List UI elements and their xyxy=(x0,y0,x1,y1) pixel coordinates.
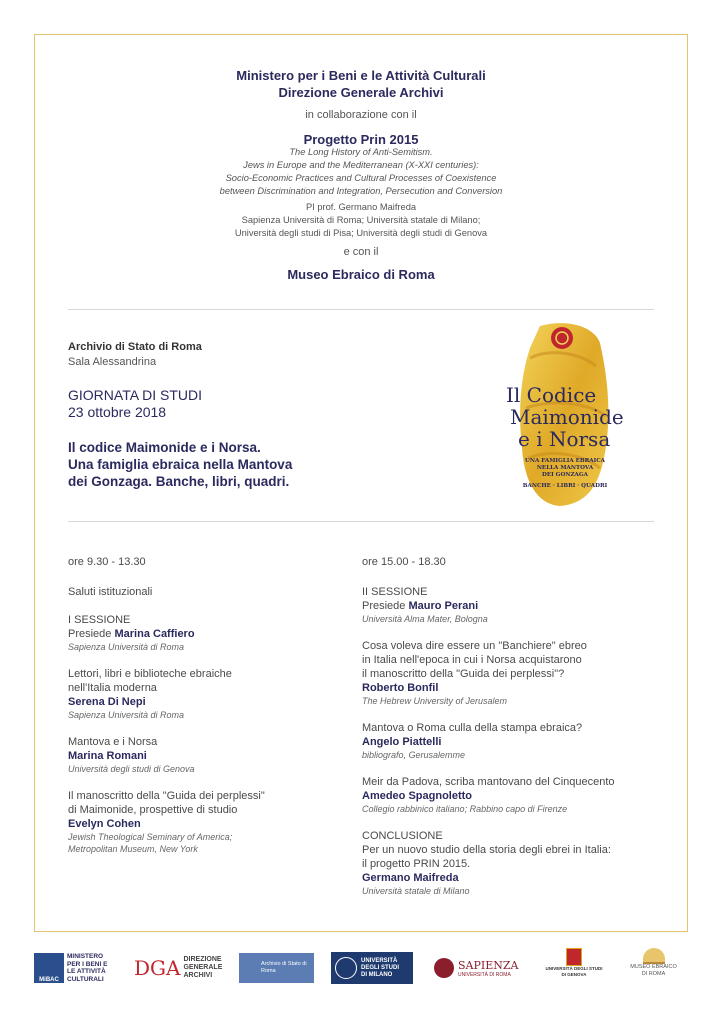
morning-time: ore 9.30 - 13.30 xyxy=(68,556,146,568)
speaker-name: Serena Di Nepi xyxy=(68,696,146,708)
afternoon-session: II SESSIONE Presiede Mauro Perani Università Alma Mater, Bologna xyxy=(362,586,488,624)
event-title-line-1: Il codice Maimonide e i Norsa. xyxy=(68,440,261,455)
afternoon-program xyxy=(362,555,662,911)
emblem-icon xyxy=(551,327,573,349)
venue-room: Sala Alessandrina xyxy=(68,356,157,368)
book-cover xyxy=(500,318,630,508)
pi-line-2: Sapienza Università di Roma; Università statale di Milano; xyxy=(241,215,481,225)
unige-logo: UNIVERSITÀ DEGLI STUDI DI GENOVA xyxy=(539,948,609,988)
mibac-logo: MiBAC MINISTERO PER I BENI E LE ATTIVITÀ CULTURALI xyxy=(34,948,116,988)
talk-item: Il manoscritto della "Guida dei perplessi" di Maimonide, prospettive di studio Evelyn Cohen Jewish Theological Seminary of America; Metropolitan Museum, New York xyxy=(68,789,358,855)
speaker-name: Germano Maifreda xyxy=(362,872,459,884)
speaker-name: Roberto Bonfil xyxy=(362,682,439,694)
book-subtitle: UNA FAMIGLIA EBRAICA NELLA MANTOVA DEI GONZAGA BANCHE · LIBRI · QUADRI xyxy=(522,458,608,489)
sapienza-seal-icon xyxy=(434,958,454,978)
dga-logo: DGA DIREZIONE GENERALE ARCHIVI xyxy=(134,956,223,980)
afternoon-time: ore 15.00 - 18.30 xyxy=(362,556,446,568)
logo-strip xyxy=(34,948,688,994)
event-date: 23 ottobre 2018 xyxy=(68,404,167,420)
museum-title: Museo Ebraico di Roma xyxy=(287,267,435,282)
project-line-1: The Long History of Anti-Semitism. xyxy=(289,147,433,157)
museo-dome-icon xyxy=(643,948,665,964)
event-title-line-3: dei Gonzaga. Banche, libri, quadri. xyxy=(68,474,290,489)
directorate-title: Direzione Generale Archivi xyxy=(278,85,444,100)
collaboration-text-2: e con il xyxy=(343,246,379,258)
speaker-name: Marina Romani xyxy=(68,750,147,762)
project-title: Progetto Prin 2015 xyxy=(303,132,419,147)
greeting: Saluti istituzionali xyxy=(68,586,153,598)
museo-ebraico-logo: MUSEO EBRAICO DI ROMA xyxy=(619,948,688,988)
venue-name: Archivio di Stato di Roma xyxy=(68,341,202,353)
event-title-line-2: Una famiglia ebraica nella Mantova xyxy=(68,457,293,472)
ministry-title: Ministero per i Beni e le Attività Culturali xyxy=(236,68,486,83)
mibac-mark-icon: MiBAC xyxy=(34,953,64,983)
morning-chair: Marina Caffiero xyxy=(114,628,195,640)
talk-item: CONCLUSIONE Per un nuovo studio della storia degli ebrei in Italia: il progetto PRIN 2015. Germano Maifreda Università statale di Milano xyxy=(362,829,662,897)
morning-program xyxy=(68,555,358,869)
sapienza-logo: SAPIENZA UNIVERSITÀ DI ROMA xyxy=(434,948,519,988)
speaker-name: Evelyn Cohen xyxy=(68,818,141,830)
book-title: Il Codice Maimonide e i Norsa xyxy=(506,383,624,451)
divider-2 xyxy=(68,521,654,522)
talk-item: Lettori, libri e biblioteche ebraiche nell'Italia moderna Serena Di Nepi Sapienza Università di Roma xyxy=(68,667,358,721)
speaker-name: Angelo Piattelli xyxy=(362,736,442,748)
project-line-4: between Discrimination and Integration, Persecution and Conversion xyxy=(219,186,503,196)
pi-line-3: Università degli studi di Pisa; Università degli studi di Genova xyxy=(234,228,488,238)
talk-item: Meir da Padova, scriba mantovano del Cinquecento Amedeo Spagnoletto Collegio rabbinico italiano; Rabbino capo di Firenze xyxy=(362,775,662,815)
project-line-3: Socio-Economic Practices and Cultural Processes of Coexistence xyxy=(225,173,497,183)
collaboration-text: in collaborazione con il xyxy=(305,109,417,121)
afternoon-chair: Mauro Perani xyxy=(408,600,479,612)
talk-item: Mantova o Roma culla della stampa ebraica? Angelo Piattelli bibliografo, Gerusalemme xyxy=(362,721,662,761)
unimi-seal-icon xyxy=(335,957,357,979)
divider-1 xyxy=(68,309,654,310)
archivio-stato-roma-logo: Archivio di Stato di Roma xyxy=(239,948,314,988)
unige-shield-icon xyxy=(566,948,582,966)
talk-item: Cosa voleva dire essere un "Banchiere" ebreo in Italia nell'epoca in cui i Norsa acquistarono il manoscritto della "Guida dei perplessi"? Roberto Bonfil The Hebrew University of Jerusalem xyxy=(362,639,662,707)
morning-session: I SESSIONE Presiede Marina Caffiero Sapienza Università di Roma xyxy=(68,614,195,652)
pi-line-1: PI prof. Germano Maifreda xyxy=(305,202,417,212)
speaker-name: Amedeo Spagnoletto xyxy=(362,790,473,802)
project-line-2: Jews in Europe and the Mediterranean (X-XXI centuries): xyxy=(243,160,479,170)
event-type: GIORNATA DI STUDI xyxy=(68,387,203,403)
unimi-logo: UNIVERSITÀ DEGLI STUDI DI MILANO xyxy=(331,948,413,988)
talk-item: Mantova e i Norsa Marina Romani Università degli studi di Genova xyxy=(68,735,358,775)
